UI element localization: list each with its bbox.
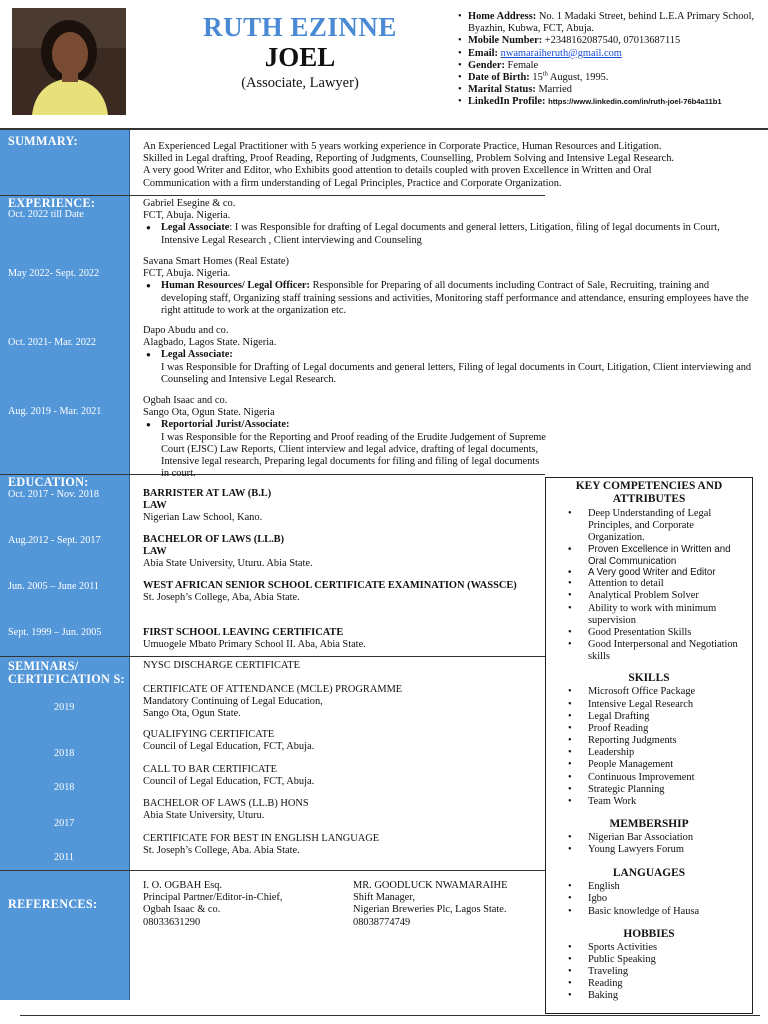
divider bbox=[130, 870, 545, 871]
company-location: Sango Ota, Ogun State. Nigeria bbox=[143, 407, 275, 419]
certification-item bbox=[143, 684, 538, 721]
certification-title: NYSC DISCHARGE CERTIFICATE bbox=[143, 660, 300, 671]
skill-item: • Microsoft Office Package bbox=[588, 686, 748, 698]
divider bbox=[0, 870, 130, 871]
competency-item: • Ability to work with minimum supervision bbox=[588, 603, 748, 627]
summary-line: Communication with a firm understanding of Legal Principles, Practice and Corporate Organization. bbox=[143, 177, 562, 189]
section-education-heading: EDUCATION: bbox=[8, 475, 89, 489]
certification-year: 2017 bbox=[54, 818, 75, 829]
certification-detail: Sango Ota, Ogun State. bbox=[143, 708, 241, 720]
language-item: • Basic knowledge of Hausa bbox=[588, 906, 748, 918]
company-location: FCT, Abuja. Nigeria. bbox=[143, 210, 231, 222]
degree-title: FIRST SCHOOL LEAVING CERTIFICATE bbox=[143, 627, 344, 638]
reference-title: Shift Manager, bbox=[353, 892, 415, 904]
competencies-heading: KEY COMPETENCIES AND ATTRIBUTES bbox=[575, 480, 723, 505]
education-item bbox=[143, 488, 538, 525]
divider bbox=[130, 656, 545, 657]
certification-year: 2011 bbox=[54, 852, 74, 863]
education-item bbox=[143, 580, 538, 604]
experience-item bbox=[143, 256, 753, 317]
reference-org: Nigerian Breweries Plc, Lagos State. bbox=[353, 904, 507, 916]
hobbies-list bbox=[546, 942, 752, 1003]
competency-item: • Analytical Problem Solver bbox=[588, 590, 748, 602]
languages-list bbox=[546, 881, 752, 918]
section-references-heading: REFERENCES: bbox=[8, 897, 98, 911]
certification-detail: Mandatory Continuing of Legal Education, bbox=[143, 696, 323, 708]
profile-photo-image bbox=[12, 8, 126, 115]
education-item bbox=[143, 534, 538, 571]
certification-item bbox=[143, 764, 538, 788]
company-location: Alagbado, Lagos State. Nigeria. bbox=[143, 337, 277, 349]
competency-item: • Attention to detail bbox=[588, 578, 748, 590]
school-name: St. Joseph’s College, Aba, Abia State. bbox=[143, 592, 300, 604]
school-name: Abia State University, Uturu. Abia State. bbox=[143, 558, 313, 570]
reference-item bbox=[143, 880, 343, 929]
summary-block bbox=[143, 141, 758, 190]
summary-line: Skilled in Legal drafting, Proof Reading, Reporting of Judgments, Counselling, Problem Solving and Intensive Legal Research. bbox=[143, 153, 674, 165]
certification-year: 2018 bbox=[54, 782, 75, 793]
degree-title: WEST AFRICAN SENIOR SCHOOL CERTIFICATE EXAMINATION (WASSCE) bbox=[143, 580, 517, 591]
company-name: Savana Smart Homes (Real Estate) bbox=[143, 256, 290, 267]
hobby-item: • Baking bbox=[588, 990, 748, 1002]
contact-gender: • Gender: Female bbox=[458, 60, 766, 72]
contact-linkedin: • LinkedIn Profile: https://www.linkedin.com/in/ruth-joel-76b4a11b1 bbox=[458, 96, 766, 108]
contact-address: • Home Address: No. 1 Madaki Street, behind L.E.A Primary School, Byazhin, Kubwa, FCT, Abuja. bbox=[458, 11, 758, 35]
degree-title: BARRISTER AT LAW (B.L) bbox=[143, 488, 272, 499]
company-name: Dapo Abudu and co. bbox=[143, 325, 229, 336]
hobby-item: • Public Speaking bbox=[588, 954, 748, 966]
experience-item bbox=[143, 325, 753, 386]
profile-photo bbox=[12, 8, 126, 115]
languages-heading: LANGUAGES bbox=[612, 867, 686, 880]
competency-item: • Good Presentation Skills bbox=[588, 627, 748, 639]
language-item: • English bbox=[588, 881, 748, 893]
skill-item: • Team Work bbox=[588, 796, 748, 808]
section-experience-heading: EXPERIENCE: bbox=[8, 196, 96, 210]
experience-date: May 2022- Sept. 2022 bbox=[8, 268, 100, 279]
education-date: Sept. 1999 – Jun. 2005 bbox=[8, 627, 102, 638]
name-first: RUTH EZINNE bbox=[203, 12, 397, 42]
skill-item: • People Management bbox=[588, 759, 748, 771]
degree-field: LAW bbox=[143, 500, 167, 512]
certification-year: 2019 bbox=[54, 702, 75, 713]
reference-name: I. O. OGBAH Esq. bbox=[143, 880, 223, 891]
footer-divider bbox=[20, 1015, 760, 1016]
contact-dob: • Date of Birth: 15th August, 1995. bbox=[458, 72, 766, 84]
certification-detail: Council of Legal Education, FCT, Abuja. bbox=[143, 741, 315, 753]
competency-item: • Proven Excellence in Written and Oral Communication bbox=[588, 544, 748, 567]
certification-detail: Abia State University, Uturu. bbox=[143, 810, 265, 822]
certification-detail: St. Joseph’s College, Aba. Abia State. bbox=[143, 845, 300, 857]
email-link[interactable]: nwamaraiheruth@gmail.com bbox=[500, 47, 622, 59]
experience-date: Aug. 2019 - Mar. 2021 bbox=[8, 406, 102, 417]
contact-mobile: • Mobile Number: +2348162087540, 07013687115 bbox=[458, 35, 766, 47]
skill-item: • Continuous Improvement bbox=[588, 772, 748, 784]
section-summary-heading: SUMMARY: bbox=[8, 134, 78, 148]
school-name: Nigerian Law School, Kano. bbox=[143, 512, 263, 524]
hobby-item: • Traveling bbox=[588, 966, 748, 978]
certification-title: BACHELOR OF LAWS (LL.B) HONS bbox=[143, 798, 309, 809]
skills-heading: SKILLS bbox=[628, 671, 670, 684]
education-date: Oct. 2017 - Nov. 2018 bbox=[8, 489, 100, 500]
experience-role: ● Reportorial Jurist/Associate: bbox=[143, 419, 753, 431]
degree-title: BACHELOR OF LAWS (LL.B) bbox=[143, 534, 285, 545]
certification-detail: Council of Legal Education, FCT, Abuja. bbox=[143, 776, 315, 788]
job-role: (Associate, Lawyer) bbox=[241, 75, 359, 91]
reference-phone: 08033631290 bbox=[143, 916, 201, 928]
skill-item: • Legal Drafting bbox=[588, 711, 748, 723]
competency-item: • Deep Understanding of Legal Principles, and Corporate Organization. bbox=[588, 508, 748, 545]
name-last: JOEL bbox=[264, 42, 336, 72]
divider bbox=[130, 195, 545, 196]
reference-org: Ogbah Isaac & co. bbox=[143, 904, 221, 916]
experience-item bbox=[143, 198, 753, 247]
contact-email: • Email: nwamaraiheruth@gmail.com bbox=[458, 48, 766, 60]
certification-item bbox=[143, 729, 538, 753]
certification-title: CALL TO BAR CERTIFICATE bbox=[143, 764, 277, 775]
company-name: Gabriel Esegine & co. bbox=[143, 198, 236, 209]
reference-item bbox=[353, 880, 543, 929]
sidebar bbox=[0, 130, 130, 1000]
divider bbox=[0, 656, 130, 657]
competency-item: • Good Interpersonal and Negotiation skills bbox=[588, 639, 748, 663]
hobbies-heading: HOBBIES bbox=[623, 927, 675, 940]
school-name: Umuogele Mbato Primary School II. Aba, Abia State. bbox=[143, 639, 366, 651]
contact-marital: • Marital Status: Married bbox=[458, 84, 766, 96]
section-seminars-heading: SEMINARS/ CERTIFICATION S: bbox=[8, 659, 125, 686]
skill-item: • Reporting Judgments bbox=[588, 735, 748, 747]
summary-line: A very good Writer and Editor, who Exhibits good attention to details coupled with proven Excellence in Written and Oral bbox=[143, 165, 652, 177]
education-date: Aug.2012 - Sept. 2017 bbox=[8, 535, 101, 546]
membership-list bbox=[546, 832, 752, 856]
reference-title: Principal Partner/Editor-in-Chief, bbox=[143, 892, 283, 904]
hobby-item: • Sports Activities bbox=[588, 942, 748, 954]
certification-item bbox=[143, 660, 538, 672]
experience-role: ● Human Resources/ Legal Officer: Responsible for Preparing of all documents including Contract of Sale, Recruiting, training and developing staff, Organizing staff training sessions and activities, Monitoring staff performance and attendance, ensuring employees have the right attitude to work at the organization etc. bbox=[143, 280, 753, 317]
certification-title: CERTIFICATE OF ATTENDANCE (MCLE) PROGRAMME bbox=[143, 684, 403, 695]
experience-date: Oct. 2021- Mar. 2022 bbox=[8, 337, 96, 348]
skill-item: • Intensive Legal Research bbox=[588, 699, 748, 711]
reference-phone: 08038774749 bbox=[353, 916, 411, 928]
membership-heading: MEMBERSHIP bbox=[609, 818, 689, 831]
contact-list bbox=[458, 11, 766, 108]
experience-description: I was Responsible for Drafting of Legal documents and general letters, Filing of legal documents in Court, Litigation, Client interviewing and Counseling and Intensive Legal Research. bbox=[161, 361, 752, 385]
certification-title: CERTIFICATE FOR BEST IN ENGLISH LANGUAGE bbox=[143, 833, 380, 844]
education-date: Jun. 2005 – June 2011 bbox=[8, 581, 100, 592]
competencies-list bbox=[546, 508, 752, 664]
skill-item: • Proof Reading bbox=[588, 723, 748, 735]
company-name: Ogbah Isaac and co. bbox=[143, 395, 228, 406]
education-item bbox=[143, 627, 538, 651]
experience-description: I was Responsible for the Reporting and Proof reading of the Erudite Judgement of Supreme Court (EJSC) Law Reports, Client interview and legal advice, drafting of legal documents, Intensive legal research, Preparing legal documents for filing and filing of legal documents in court. bbox=[161, 431, 546, 480]
hobby-item: • Reading bbox=[588, 978, 748, 990]
certification-year: 2018 bbox=[54, 748, 75, 759]
competency-item: • A Very good Writer and Editor bbox=[588, 567, 748, 578]
membership-item: • Young Lawyers Forum bbox=[588, 844, 748, 856]
company-location: FCT, Abuja. Nigeria. bbox=[143, 268, 231, 280]
experience-date: Oct. 2022 till Date bbox=[8, 209, 84, 220]
experience-role: ● Legal Associate: I was Responsible for drafting of Legal documents and general letters, Litigation, filing of legal documents in Court, Intensive Legal Research , Client interviewing and Counseling bbox=[143, 222, 753, 246]
certification-item bbox=[143, 833, 538, 857]
language-item: • Igbo bbox=[588, 893, 748, 905]
reference-name: MR. GOODLUCK NWAMARAIHE bbox=[353, 880, 508, 891]
degree-field: LAW bbox=[143, 546, 167, 558]
skills-list bbox=[546, 686, 752, 808]
certification-item bbox=[143, 798, 538, 822]
experience-item bbox=[143, 395, 753, 480]
certification-title: QUALIFYING CERTIFICATE bbox=[143, 729, 275, 740]
skill-item: • Leadership bbox=[588, 747, 748, 759]
linkedin-link[interactable]: https://www.linkedin.com/in/ruth-joel-76b4a11b1 bbox=[548, 97, 722, 107]
membership-item: • Nigerian Bar Association bbox=[588, 832, 748, 844]
summary-line: An Experienced Legal Practitioner with 5 years working experience in Corporate Practice, Human Resources and Litigation. bbox=[143, 141, 662, 152]
experience-role: ● Legal Associate: bbox=[143, 349, 753, 361]
skill-item: • Strategic Planning bbox=[588, 784, 748, 796]
right-panel bbox=[545, 477, 753, 1014]
